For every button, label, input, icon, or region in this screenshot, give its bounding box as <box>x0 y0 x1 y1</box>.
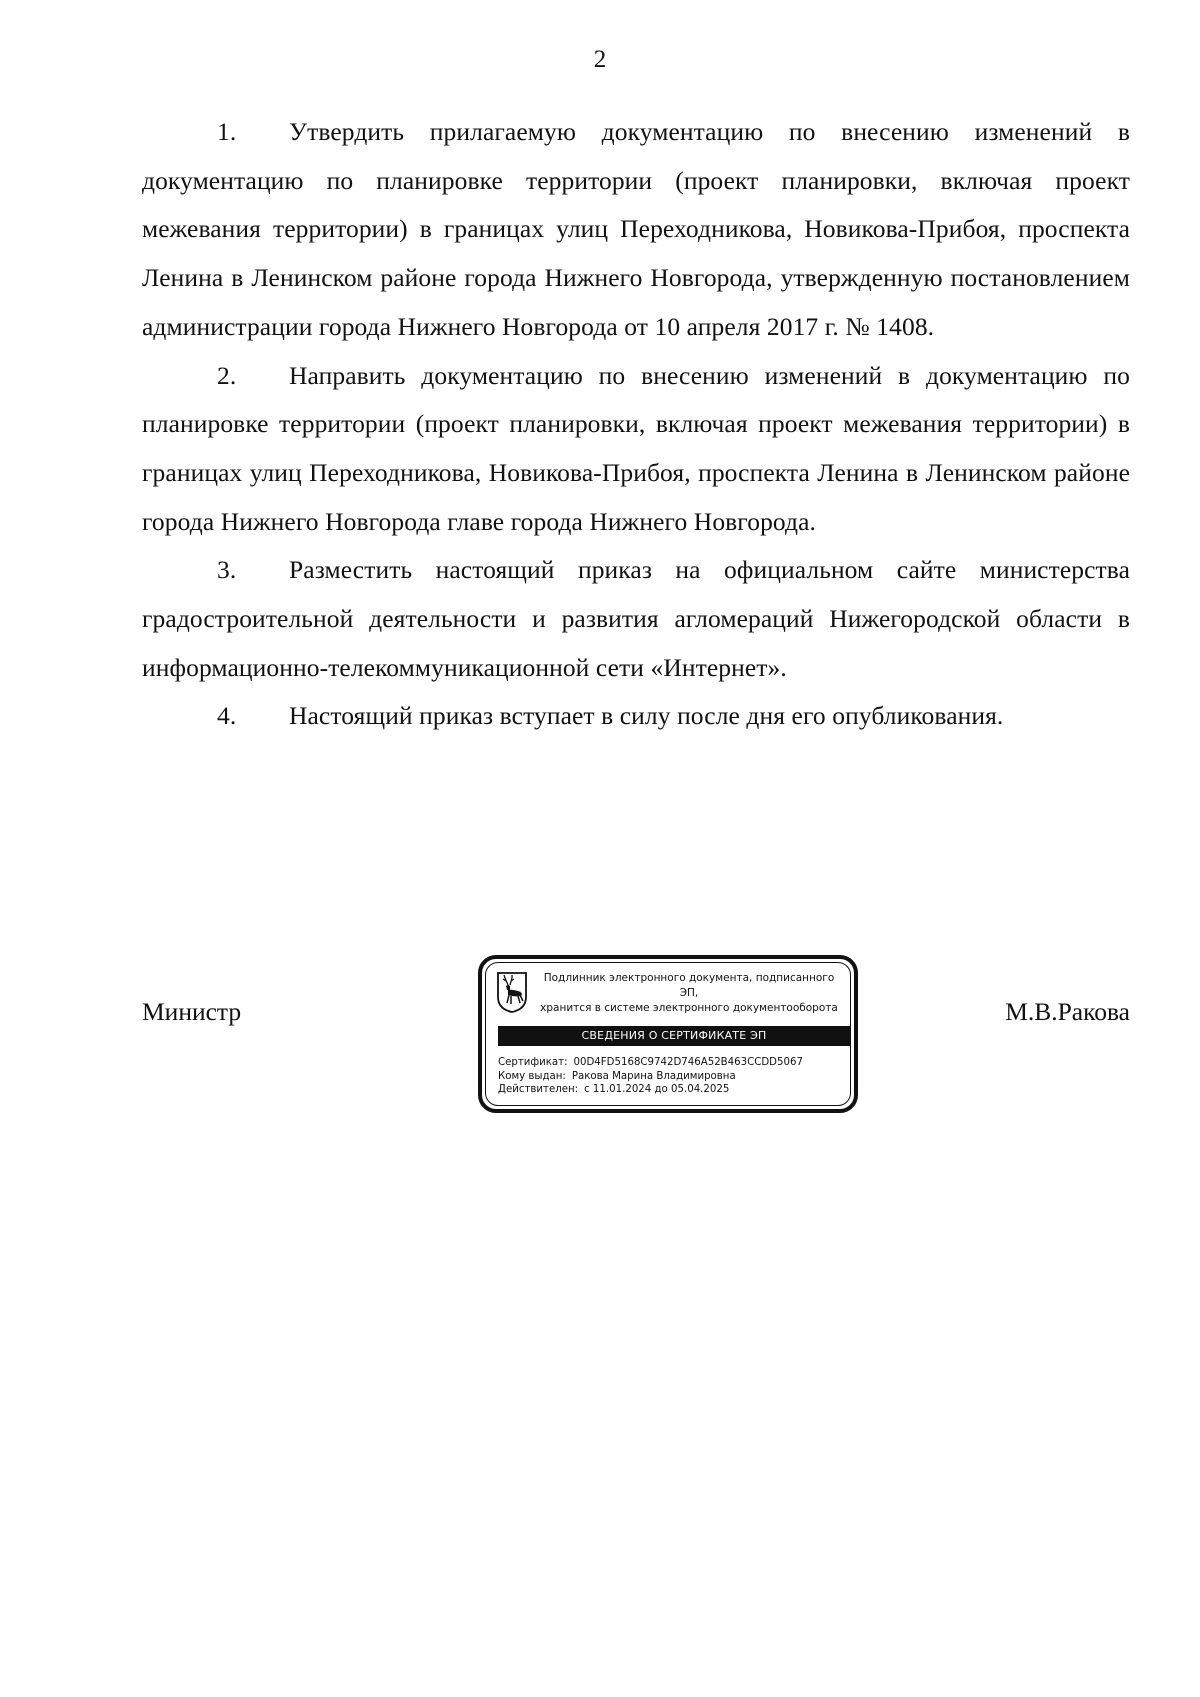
paragraph-text: Разместить настоящий приказ на официальном сайте министерства градостроительной деятельности и развития агломераций Нижегородской области в информационно-телекоммуникационной сети «Интернет». <box>142 555 1130 682</box>
paragraph-2 <box>142 352 1130 547</box>
certificate-label: Сертификат: <box>498 1057 568 1068</box>
validity-label: Действителен: <box>498 1084 579 1095</box>
paragraph-text: Настоящий приказ вступает в силу после дня его опубликования. <box>289 701 1004 731</box>
deer-coat-of-arms-icon <box>496 971 528 1013</box>
validity-row <box>498 1083 848 1097</box>
page-number: 2 <box>593 46 607 73</box>
validity-value: с 11.01.2024 до 05.04.2025 <box>584 1084 730 1095</box>
stamp-header-line-2: хранится в системе электронного документооборота <box>540 1002 838 1014</box>
electronic-signature-stamp <box>478 955 858 1113</box>
paragraph-text: Утвердить прилагаемую документацию по внесению изменений в документацию по планировке территории (проект планировки, включая проект межевания территории) в границах улиц Переходникова, Новикова-Прибоя, проспекта Ленина в Ленинском районе города Нижнего Новгорода, утвержденную постановлением администрации города Нижнего Новгорода от 10 апреля 2017 г. № 1408. <box>142 117 1130 341</box>
signatory-name: М.В.Ракова <box>1005 997 1130 1026</box>
issued-to-value: Ракова Марина Владимировна <box>571 1070 736 1082</box>
stamp-certificate-info <box>498 1056 848 1097</box>
signatory-role: Министр <box>142 997 242 1026</box>
paragraph-3 <box>142 546 1130 692</box>
order-body <box>142 108 1130 741</box>
paragraph-number: 3. <box>217 555 237 585</box>
certificate-row <box>498 1056 848 1070</box>
issued-to-label: Кому выдан: <box>498 1070 566 1082</box>
paragraph-text: Направить документацию по внесению изменений в документацию по планировке территории (проект планировки, включая проект межевания территории) в границах улиц Переходникова, Новикова-Прибоя, проспекта Ленина в Ленинском районе города Нижнего Новгорода главе города Нижнего Новгорода. <box>142 360 1130 536</box>
paragraph-number: 1. <box>217 117 237 146</box>
issued-to-row <box>498 1070 848 1084</box>
stamp-certificate-bar: СВЕДЕНИЯ О СЕРТИФИКАТЕ ЭП <box>498 1026 850 1046</box>
paragraph-1 <box>142 108 1130 352</box>
paragraph-number: 2. <box>217 360 237 390</box>
stamp-header <box>534 971 844 1016</box>
certificate-value: 00D4FD5168C9742D746A52B463CCDD5067 <box>573 1057 803 1068</box>
paragraph-number: 4. <box>217 701 237 731</box>
stamp-header-line-1: Подлинник электронного документа, подписанного ЭП, <box>543 972 835 999</box>
paragraph-4 <box>142 692 1130 741</box>
